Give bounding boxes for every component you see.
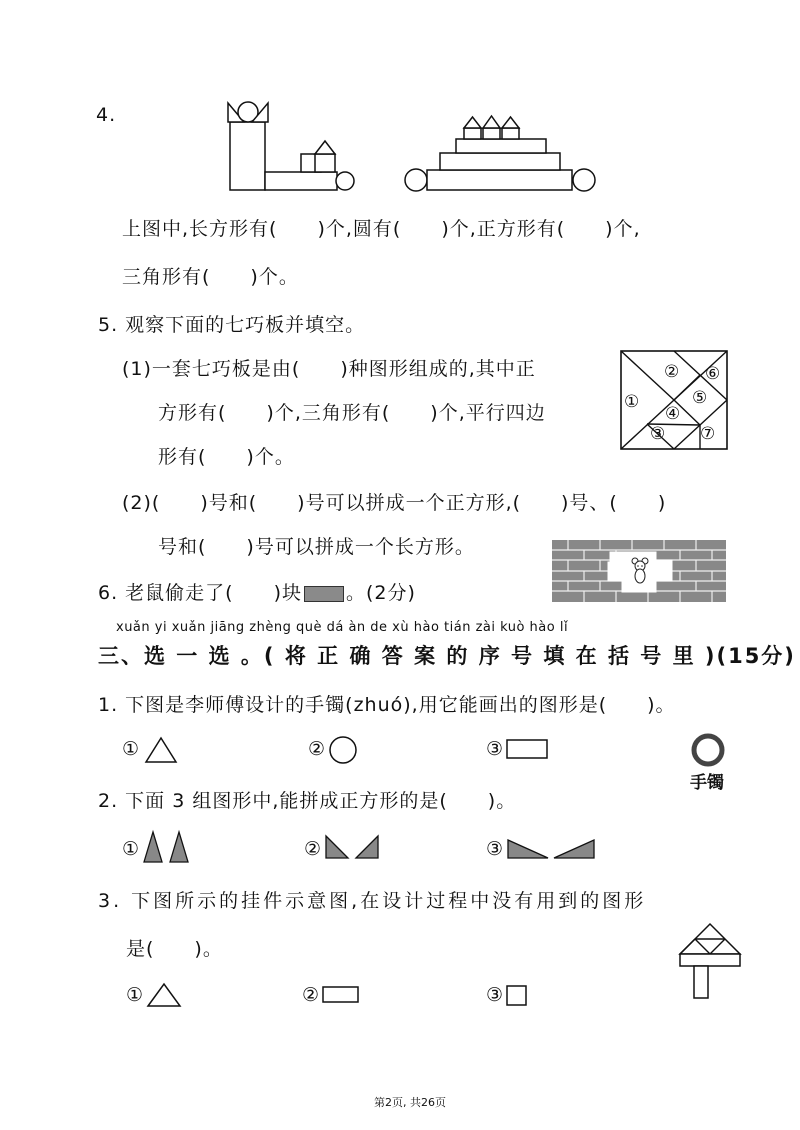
q6-text-after: 。(2分) xyxy=(346,582,416,604)
q6-text xyxy=(98,578,416,605)
page-footer: 第2页, 共26页 xyxy=(374,1096,446,1109)
s3q3-opt2-label: ② xyxy=(302,984,320,1006)
tower-2-roof xyxy=(483,116,500,128)
section3-pinyin: xuǎn yi xuǎn jiāng zhèng què dá àn de xù hào tián zài kuò hào lǐ xyxy=(116,620,569,635)
brick-icon xyxy=(304,586,344,602)
brick-wall xyxy=(552,540,726,602)
q6-text-before: 6. 老鼠偷走了( )块 xyxy=(98,582,302,604)
s3q2-opt3-label: ③ xyxy=(486,838,504,860)
rectangle-icon xyxy=(322,986,360,1004)
s3q2-opt1[interactable] xyxy=(122,838,139,860)
q4-line1: 上图中,长方形有( )个,圆有( )个,正方形有( )个, xyxy=(122,218,641,240)
two-tall-triangles-icon xyxy=(142,830,194,864)
s3q3-opt1-label: ① xyxy=(126,984,144,1006)
s3q2-opt2-label: ② xyxy=(304,838,322,860)
tangram-label-5: ⑤ xyxy=(692,388,708,408)
s3q1-opt1-label: ① xyxy=(122,738,140,760)
s3q1-opt3[interactable] xyxy=(486,738,503,760)
tangram-label-7: ⑦ xyxy=(700,424,716,444)
small-square-2 xyxy=(315,154,335,172)
tower-1 xyxy=(464,128,481,139)
middle-rectangle xyxy=(440,153,560,170)
triangle-icon xyxy=(146,982,182,1008)
s3q3-opt2[interactable] xyxy=(302,984,319,1006)
tower-3-roof xyxy=(502,117,519,128)
s3q3-line1: 3. 下图所示的挂件示意图,在设计过程中没有用到的图形 xyxy=(98,890,647,912)
s3q1-opt2-label: ② xyxy=(308,738,326,760)
tall-rectangle xyxy=(230,122,265,190)
q4-figure-right xyxy=(404,110,604,195)
upper-rectangle xyxy=(456,139,546,153)
s3q2-text: 2. 下面 3 组图形中,能拼成正方形的是( )。 xyxy=(98,790,517,812)
tangram-label-1: ① xyxy=(624,392,640,412)
q5-p2-line2: 号和( )号可以拼成一个长方形。 xyxy=(158,536,475,558)
s3q2-opt2[interactable] xyxy=(304,838,321,860)
s3q1-opt2[interactable] xyxy=(308,738,325,760)
square-icon xyxy=(506,985,528,1007)
tower-1-roof xyxy=(464,117,481,128)
s3q3-opt1[interactable] xyxy=(126,984,143,1006)
bracelet-icon xyxy=(690,732,726,768)
flat-triangles-icon xyxy=(506,838,598,860)
tower-2 xyxy=(483,128,500,139)
q5-p1-line2: 方形有( )个,三角形有( )个,平行四边 xyxy=(158,402,546,424)
q5-p1-line1: (1)一套七巧板是由( )种图形组成的,其中正 xyxy=(122,358,536,380)
s3q2-opt3[interactable] xyxy=(486,838,503,860)
base-rectangle xyxy=(265,172,337,190)
q5-title: 5. 观察下面的七巧板并填空。 xyxy=(98,314,366,336)
rectangle-icon xyxy=(506,739,548,759)
tangram-label-6: ⑥ xyxy=(705,364,721,384)
right-circle xyxy=(573,169,595,191)
s3q1-text: 1. 下图是李师傅设计的手镯(zhuó),用它能画出的图形是( )。 xyxy=(98,694,676,716)
s3q3-line2: 是( )。 xyxy=(126,938,223,960)
s3q3-opt3[interactable] xyxy=(486,984,503,1006)
small-circle xyxy=(336,172,354,190)
s3q1-opt1[interactable] xyxy=(122,738,139,760)
bracelet-label: 手镯 xyxy=(690,773,724,793)
s3q1-opt3-label: ③ xyxy=(486,738,504,760)
section3-heading: 三、选 一 选 。( 将 正 确 答 案 的 序 号 填 在 括 号 里 )(15分) xyxy=(98,644,796,668)
tower-3 xyxy=(502,128,519,139)
s3q3-opt3-label: ③ xyxy=(486,984,504,1006)
small-roof xyxy=(315,141,335,154)
left-circle xyxy=(405,169,427,191)
s3q2-opt1-label: ① xyxy=(122,838,140,860)
q5-p2-line1: (2)( )号和( )号可以拼成一个正方形,( )号、( ) xyxy=(122,492,667,514)
tangram-label-3: ③ xyxy=(650,424,666,444)
right-triangles-icon xyxy=(324,834,380,862)
q4-figure-left xyxy=(222,100,362,195)
pendant-figure xyxy=(676,922,744,1000)
q5-p1-line3: 形有( )个。 xyxy=(158,446,295,468)
q4-number: 4. xyxy=(96,104,117,126)
bottom-rectangle xyxy=(427,170,572,190)
triangle-icon xyxy=(144,736,178,764)
tangram-label-4: ④ xyxy=(665,404,681,424)
tangram-label-2: ② xyxy=(664,362,680,382)
q4-line2: 三角形有( )个。 xyxy=(122,266,299,288)
circle-icon xyxy=(328,735,358,765)
